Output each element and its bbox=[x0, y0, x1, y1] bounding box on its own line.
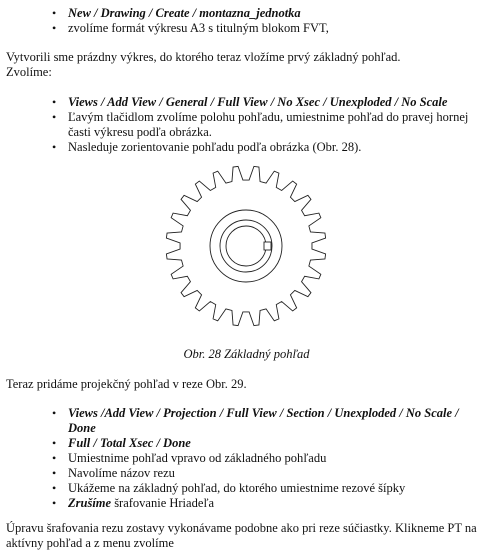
list-item-text: Navolíme názov rezu bbox=[68, 466, 175, 480]
gear-icon bbox=[160, 160, 332, 332]
gear-figure bbox=[160, 160, 332, 332]
list-item-text: Umiestnime pohľad vpravo od základného pohľadu bbox=[68, 451, 327, 465]
bullet-icon: • bbox=[52, 21, 57, 35]
bullet-icon: • bbox=[52, 436, 57, 450]
list-item-text: časti výkresu podľa obrázka. bbox=[68, 125, 212, 139]
list-item-text: zvolíme formát výkresu A3 s titulným blokom FVT, bbox=[68, 21, 329, 35]
gear-keyway bbox=[264, 242, 271, 250]
paragraph: Úpravu šrafovania rezu zostavy vykonávame podobne ako pri reze súčiastky. Klikneme PT na bbox=[6, 521, 477, 535]
list-item-text: Ukážeme na základný pohľad, do ktorého umiestnime rezové šípky bbox=[68, 481, 406, 495]
bullet-icon: • bbox=[52, 110, 57, 124]
list-item-text: Nasleduje zorientovanie pohľadu podľa obrázka (Obr. 28). bbox=[68, 140, 362, 154]
paragraph: Zvolíme: bbox=[6, 65, 52, 79]
bullet-icon: • bbox=[52, 6, 57, 20]
menu-command-text: Views / Add View / General / Full View / No Xsec / Unexploded / No Scale bbox=[68, 95, 448, 109]
list-item-text bbox=[68, 496, 214, 511]
gear-outline bbox=[166, 166, 325, 325]
gear-bore bbox=[226, 226, 266, 266]
figure-caption: Obr. 28 Základný pohľad bbox=[183, 347, 310, 361]
menu-command-text: Views /Add View / Projection / Full View / Section / Unexploded / No Scale / bbox=[68, 406, 459, 420]
bullet-icon: • bbox=[52, 496, 57, 510]
paragraph: Vytvorili sme prázdny výkres, do ktorého teraz vložíme prvý základný pohľad. bbox=[6, 50, 401, 64]
bullet-icon: • bbox=[52, 451, 57, 465]
list-item-text: Ľavým tlačidlom zvolíme polohu pohľadu, umiestnime pohľad do pravej hornej bbox=[68, 110, 469, 124]
bullet-icon: • bbox=[52, 481, 57, 495]
bullet-icon: • bbox=[52, 466, 57, 480]
menu-command-text: Zrušíme bbox=[68, 496, 112, 510]
bullet-icon: • bbox=[52, 406, 57, 420]
menu-command-text: Done bbox=[68, 421, 96, 435]
paragraph: aktívny pohľad a z menu zvolíme bbox=[6, 536, 174, 550]
menu-command-text: New / Drawing / Create / montazna_jednotka bbox=[68, 6, 301, 20]
paragraph: Teraz pridáme projekčný pohľad v reze Obr. 29. bbox=[6, 377, 247, 391]
list-item-rest-text: šrafovanie Hriadeľa bbox=[111, 496, 215, 510]
menu-command-text: Full / Total Xsec / Done bbox=[68, 436, 191, 450]
bullet-icon: • bbox=[52, 95, 57, 109]
bullet-icon: • bbox=[52, 140, 57, 154]
